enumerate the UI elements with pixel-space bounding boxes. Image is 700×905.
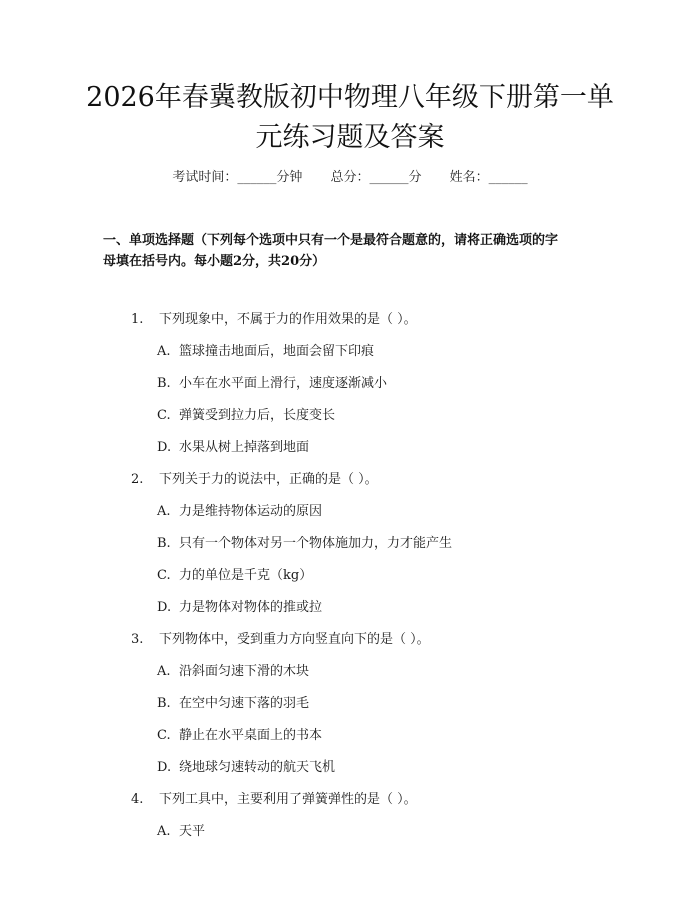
option-letter: B. [157, 696, 171, 711]
section-heading [103, 230, 603, 272]
exam-time-label: 考试时间：______分钟 [172, 170, 303, 185]
total-score-label: 总分：______分 [330, 170, 422, 185]
question-3-option-c [157, 726, 597, 746]
document-title [60, 78, 640, 158]
question-2-option-c [157, 566, 597, 586]
option-text: 篮球撞击地面后，地面会留下印痕 [179, 344, 375, 359]
question-number: 4. [131, 792, 144, 807]
question-2 [131, 470, 611, 490]
option-letter: B. [157, 376, 171, 391]
question-4-option-a [157, 822, 597, 842]
option-letter: C. [157, 568, 171, 583]
question-text: 下列物体中，受到重力方向竖直向下的是（ ）。 [159, 632, 430, 647]
option-text: 水果从树上掉落到地面 [179, 440, 310, 455]
option-text: 在空中匀速下落的羽毛 [179, 696, 310, 711]
question-number: 1. [131, 312, 144, 327]
option-text: 力是维持物体运动的原因 [179, 504, 323, 519]
question-number: 2. [131, 472, 144, 487]
question-4 [131, 790, 611, 810]
option-letter: A. [157, 344, 171, 359]
option-text: 力是物体对物体的推或拉 [179, 600, 323, 615]
question-3-option-d [157, 758, 597, 778]
section-heading-line-1: 一、单项选择题（下列每个选项中只有一个是最符合题意的，请将正确选项的字 [103, 233, 559, 248]
option-text: 沿斜面匀速下滑的木块 [179, 664, 310, 679]
option-text: 绕地球匀速转动的航天飞机 [179, 760, 336, 775]
question-3-option-a [157, 662, 597, 682]
option-text: 只有一个物体对另一个物体施加力，力才能产生 [179, 536, 453, 551]
title-line-1: 2026年春冀教版初中物理八年级下册第一单 [86, 82, 614, 113]
option-text: 弹簧受到拉力后，长度变长 [179, 408, 336, 423]
option-letter: B. [157, 536, 171, 551]
section-heading-line-2: 母填在括号内。每小题2分，共20分） [103, 254, 326, 269]
option-letter: D. [157, 440, 172, 455]
question-text: 下列工具中，主要利用了弹簧弹性的是（ ）。 [159, 792, 417, 807]
question-1 [131, 310, 611, 330]
question-2-option-b [157, 534, 597, 554]
question-number: 3. [131, 632, 144, 647]
question-3 [131, 630, 611, 650]
question-text: 下列现象中，不属于力的作用效果的是（ ）。 [159, 312, 417, 327]
option-letter: C. [157, 728, 171, 743]
title-line-2: 元练习题及答案 [255, 122, 445, 153]
option-text: 力的单位是千克（kg） [179, 568, 313, 583]
question-1-option-c [157, 406, 597, 426]
student-name-label: 姓名：______ [449, 170, 528, 185]
option-letter: D. [157, 760, 172, 775]
option-letter: D. [157, 600, 172, 615]
question-1-option-b [157, 374, 597, 394]
option-letter: A. [157, 504, 171, 519]
option-letter: A. [157, 824, 171, 839]
exam-meta [0, 168, 700, 188]
option-letter: A. [157, 664, 171, 679]
question-3-option-b [157, 694, 597, 714]
question-text: 下列关于力的说法中，正确的是（ ）。 [159, 472, 378, 487]
option-letter: C. [157, 408, 171, 423]
question-2-option-a [157, 502, 597, 522]
question-1-option-a [157, 342, 597, 362]
option-text: 静止在水平桌面上的书本 [179, 728, 323, 743]
option-text: 小车在水平面上滑行，速度逐渐减小 [179, 376, 388, 391]
question-1-option-d [157, 438, 597, 458]
option-text: 天平 [179, 824, 206, 839]
question-2-option-d [157, 598, 597, 618]
